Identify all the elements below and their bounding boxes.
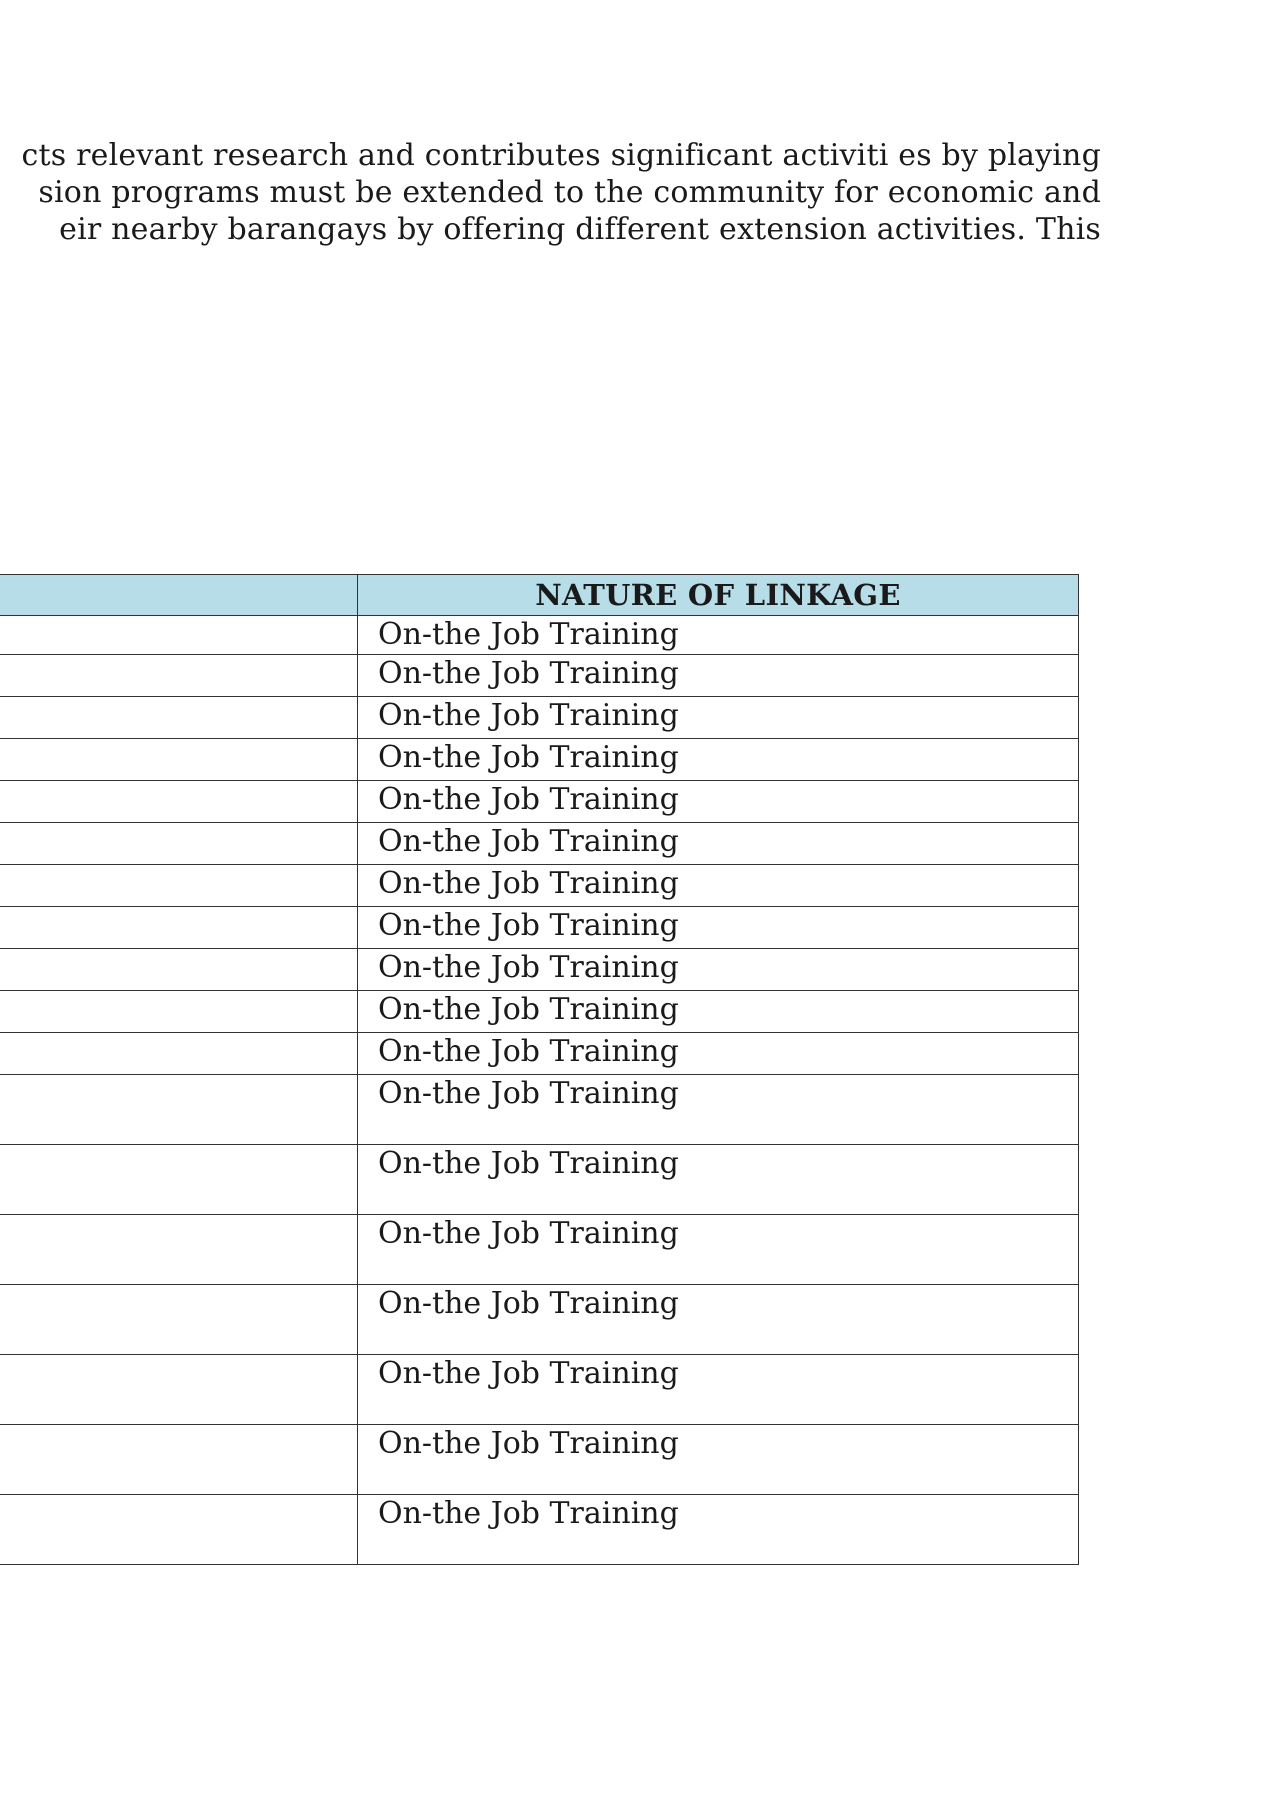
table-row — [0, 1075, 1079, 1145]
table-row — [0, 697, 1079, 739]
partner-cell — [0, 655, 358, 697]
header-nature-of-linkage: NATURE OF LINKAGE — [358, 575, 1079, 616]
partner-cell — [0, 1495, 358, 1565]
partner-cell — [0, 1355, 358, 1425]
nature-cell: On-the Job Training — [358, 1075, 1079, 1145]
table-row — [0, 823, 1079, 865]
nature-cell: On-the Job Training — [358, 1355, 1079, 1425]
partner-cell — [0, 1033, 358, 1075]
table-row — [0, 1033, 1079, 1075]
partner-cell — [0, 1145, 358, 1215]
table-row — [0, 616, 1079, 655]
table-row — [0, 1355, 1079, 1425]
nature-cell: On-the Job Training — [358, 865, 1079, 907]
intro-line: cts relevant research and contributes significant activiti es by playing — [21, 138, 1101, 173]
table-row — [0, 655, 1079, 697]
partner-cell — [0, 697, 358, 739]
table-row — [0, 907, 1079, 949]
nature-cell: On-the Job Training — [358, 1033, 1079, 1075]
partner-cell — [0, 1285, 358, 1355]
table-row — [0, 1285, 1079, 1355]
partner-cell — [0, 1425, 358, 1495]
intro-line: sion programs must be extended to the community for economic and — [38, 175, 1101, 210]
table-row — [0, 991, 1079, 1033]
partner-cell — [0, 823, 358, 865]
table-row — [0, 865, 1079, 907]
nature-cell: On-the Job Training — [358, 1285, 1079, 1355]
nature-cell: On-the Job Training — [358, 655, 1079, 697]
partner-cell — [0, 1075, 358, 1145]
partner-cell — [0, 739, 358, 781]
nature-cell: On-the Job Training — [358, 1145, 1079, 1215]
table-row — [0, 739, 1079, 781]
intro-paragraph — [0, 137, 1101, 248]
partner-cell — [0, 907, 358, 949]
partner-cell — [0, 1215, 358, 1285]
table-row — [0, 1495, 1079, 1565]
table-row — [0, 1215, 1079, 1285]
nature-cell: On-the Job Training — [358, 739, 1079, 781]
partner-cell — [0, 991, 358, 1033]
partner-cell — [0, 865, 358, 907]
table-row — [0, 1145, 1079, 1215]
table-header-row — [0, 575, 1079, 616]
nature-cell: On-the Job Training — [358, 781, 1079, 823]
nature-cell: On-the Job Training — [358, 1495, 1079, 1565]
nature-cell: On-the Job Training — [358, 907, 1079, 949]
partner-cell — [0, 781, 358, 823]
nature-cell: On-the Job Training — [358, 1215, 1079, 1285]
nature-cell: On-the Job Training — [358, 949, 1079, 991]
nature-cell: On-the Job Training — [358, 823, 1079, 865]
nature-cell: On-the Job Training — [358, 616, 1079, 655]
nature-cell: On-the Job Training — [358, 1425, 1079, 1495]
table-row — [0, 949, 1079, 991]
intro-line: eir nearby barangays by offering different extension activities. This — [59, 212, 1101, 247]
nature-cell: On-the Job Training — [358, 697, 1079, 739]
table-row — [0, 1425, 1079, 1495]
partner-cell — [0, 949, 358, 991]
nature-cell: On-the Job Training — [358, 991, 1079, 1033]
table-row — [0, 781, 1079, 823]
header-partner — [0, 575, 358, 616]
partner-cell — [0, 616, 358, 655]
linkage-table — [0, 574, 1079, 1565]
